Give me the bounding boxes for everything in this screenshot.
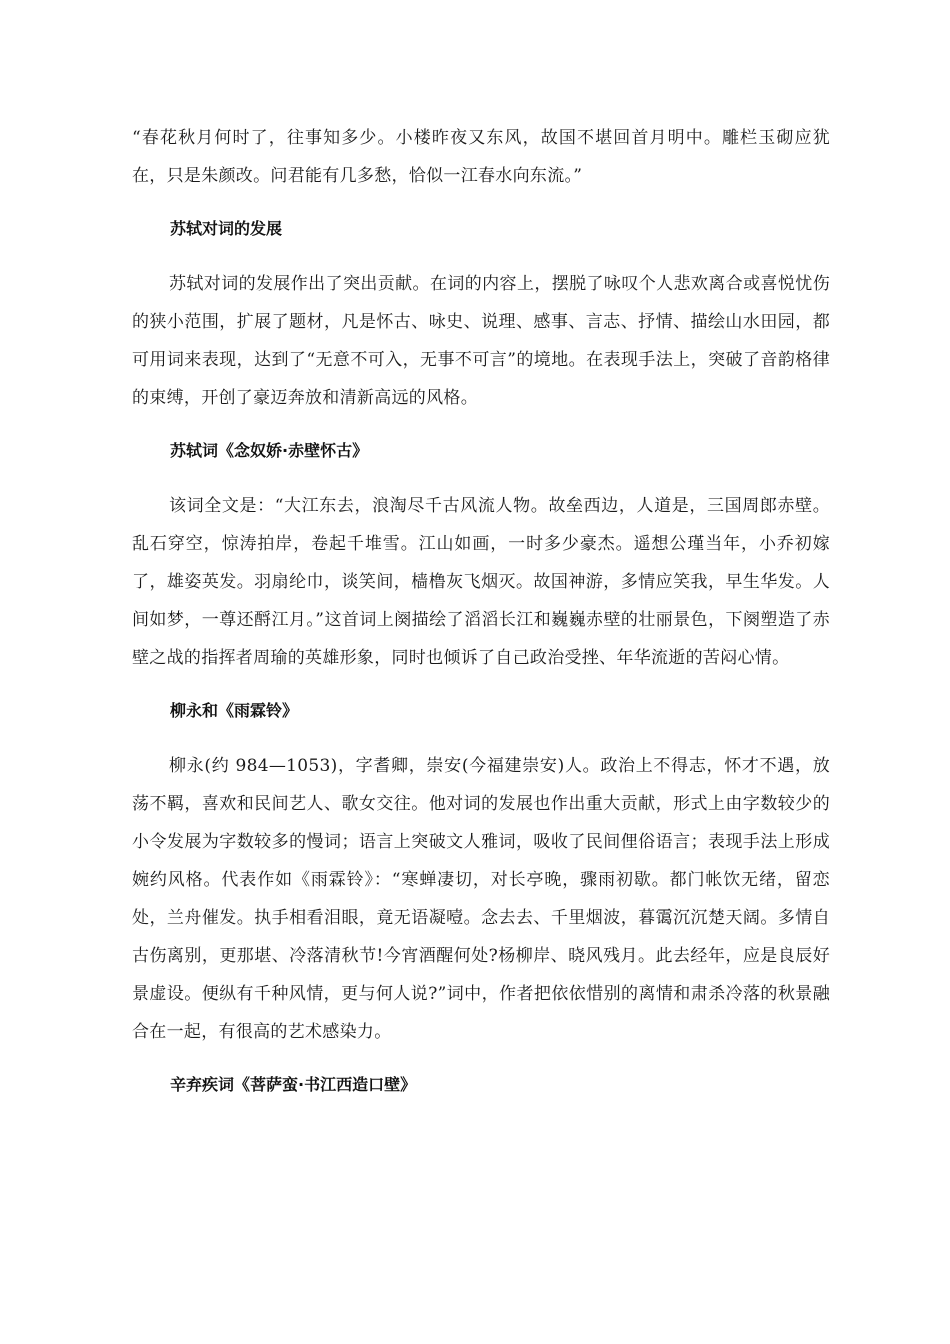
spacer — [132, 1051, 830, 1073]
spacer — [132, 723, 830, 747]
section-heading-sushi-development: 苏轼对词的发展 — [170, 219, 283, 238]
section-body-niannujiao: 该词全文是：“大江东去，浪淘尽千古风流人物。故垒西边，人道是，三国周郎赤壁。乱石穿空，惊涛拍岸，卷起千堆雪。江山如画，一时多少豪杰。遥想公瑾当年，小乔初嫁了，雄姿英发。羽扇纶巾，谈笑间，樯橹灰飞烟灭。故国神游，多情应笑我，早生华发。人间如梦，一尊还酹江月。”这首词上阕描绘了滔滔长江和巍巍赤壁的壮丽景色，下阕塑造了赤壁之战的指挥者周瑜的英雄形象，同时也倾诉了自己政治受挫、年华流逝的苦闷心情。 — [132, 496, 830, 668]
spacer — [132, 417, 830, 439]
section-heading-liuyong-yulinling: 柳永和《雨霖铃》 — [170, 701, 299, 720]
section-heading-niannujiao: 苏轼词《念奴娇·赤壁怀古》 — [170, 441, 369, 460]
document-page — [132, 119, 830, 1097]
section-body-liuyong-yulinling: 柳永(约 984—1053)，字耆卿，崇安(今福建崇安)人。政治上不得志，怀才不遇，放荡不羁，喜欢和民间艺人、歌女交往。他对词的发展也作出重大贡献，形式上由字数较少的小令发展为字数较多的慢词；语言上突破文人雅词，吸收了民间俚俗语言；表现手法上形成婉约风格。代表作如《雨霖铃》：“寒蝉凄切，对长亭晚，骤雨初歇。都门帐饮无绪，留恋处，兰舟催发。执手相看泪眼，竟无语凝噎。念去去、千里烟波，暮霭沉沉楚天阔。多情自古伤离别，更那堪、冷落清秋节!今宵酒醒何处?杨柳岸、晓风残月。此去经年，应是良辰好景虚设。便纵有千种风情，更与何人说?”词中，作者把依依惜别的离情和肃杀冷落的秋景融合在一起，有很高的艺术感染力。 — [132, 756, 830, 1042]
spacer — [132, 677, 830, 699]
spacer — [132, 463, 830, 487]
section-heading-xinqiji-pusaman: 辛弃疾词《菩萨蛮·书江西造口壁》 — [170, 1075, 417, 1094]
intro-quote-paragraph: “春花秋月何时了，往事知多少。小楼昨夜又东风，故国不堪回首月明中。雕栏玉砌应犹在，只是朱颜改。问君能有几多愁，恰似一江春水向东流。” — [132, 128, 830, 186]
section-body-sushi-development: 苏轼对词的发展作出了突出贡献。在词的内容上，摆脱了咏叹个人悲欢离合或喜悦忧伤的狭小范围，扩展了题材，凡是怀古、咏史、说理、感事、言志、抒情、描绘山水田园，都可用词来表现，达到了“无意不可入，无事不可言”的境地。在表现手法上，突破了音韵格律的束缚，开创了豪迈奔放和清新高远的风格。 — [132, 274, 830, 408]
spacer — [132, 241, 830, 265]
spacer — [132, 195, 830, 217]
